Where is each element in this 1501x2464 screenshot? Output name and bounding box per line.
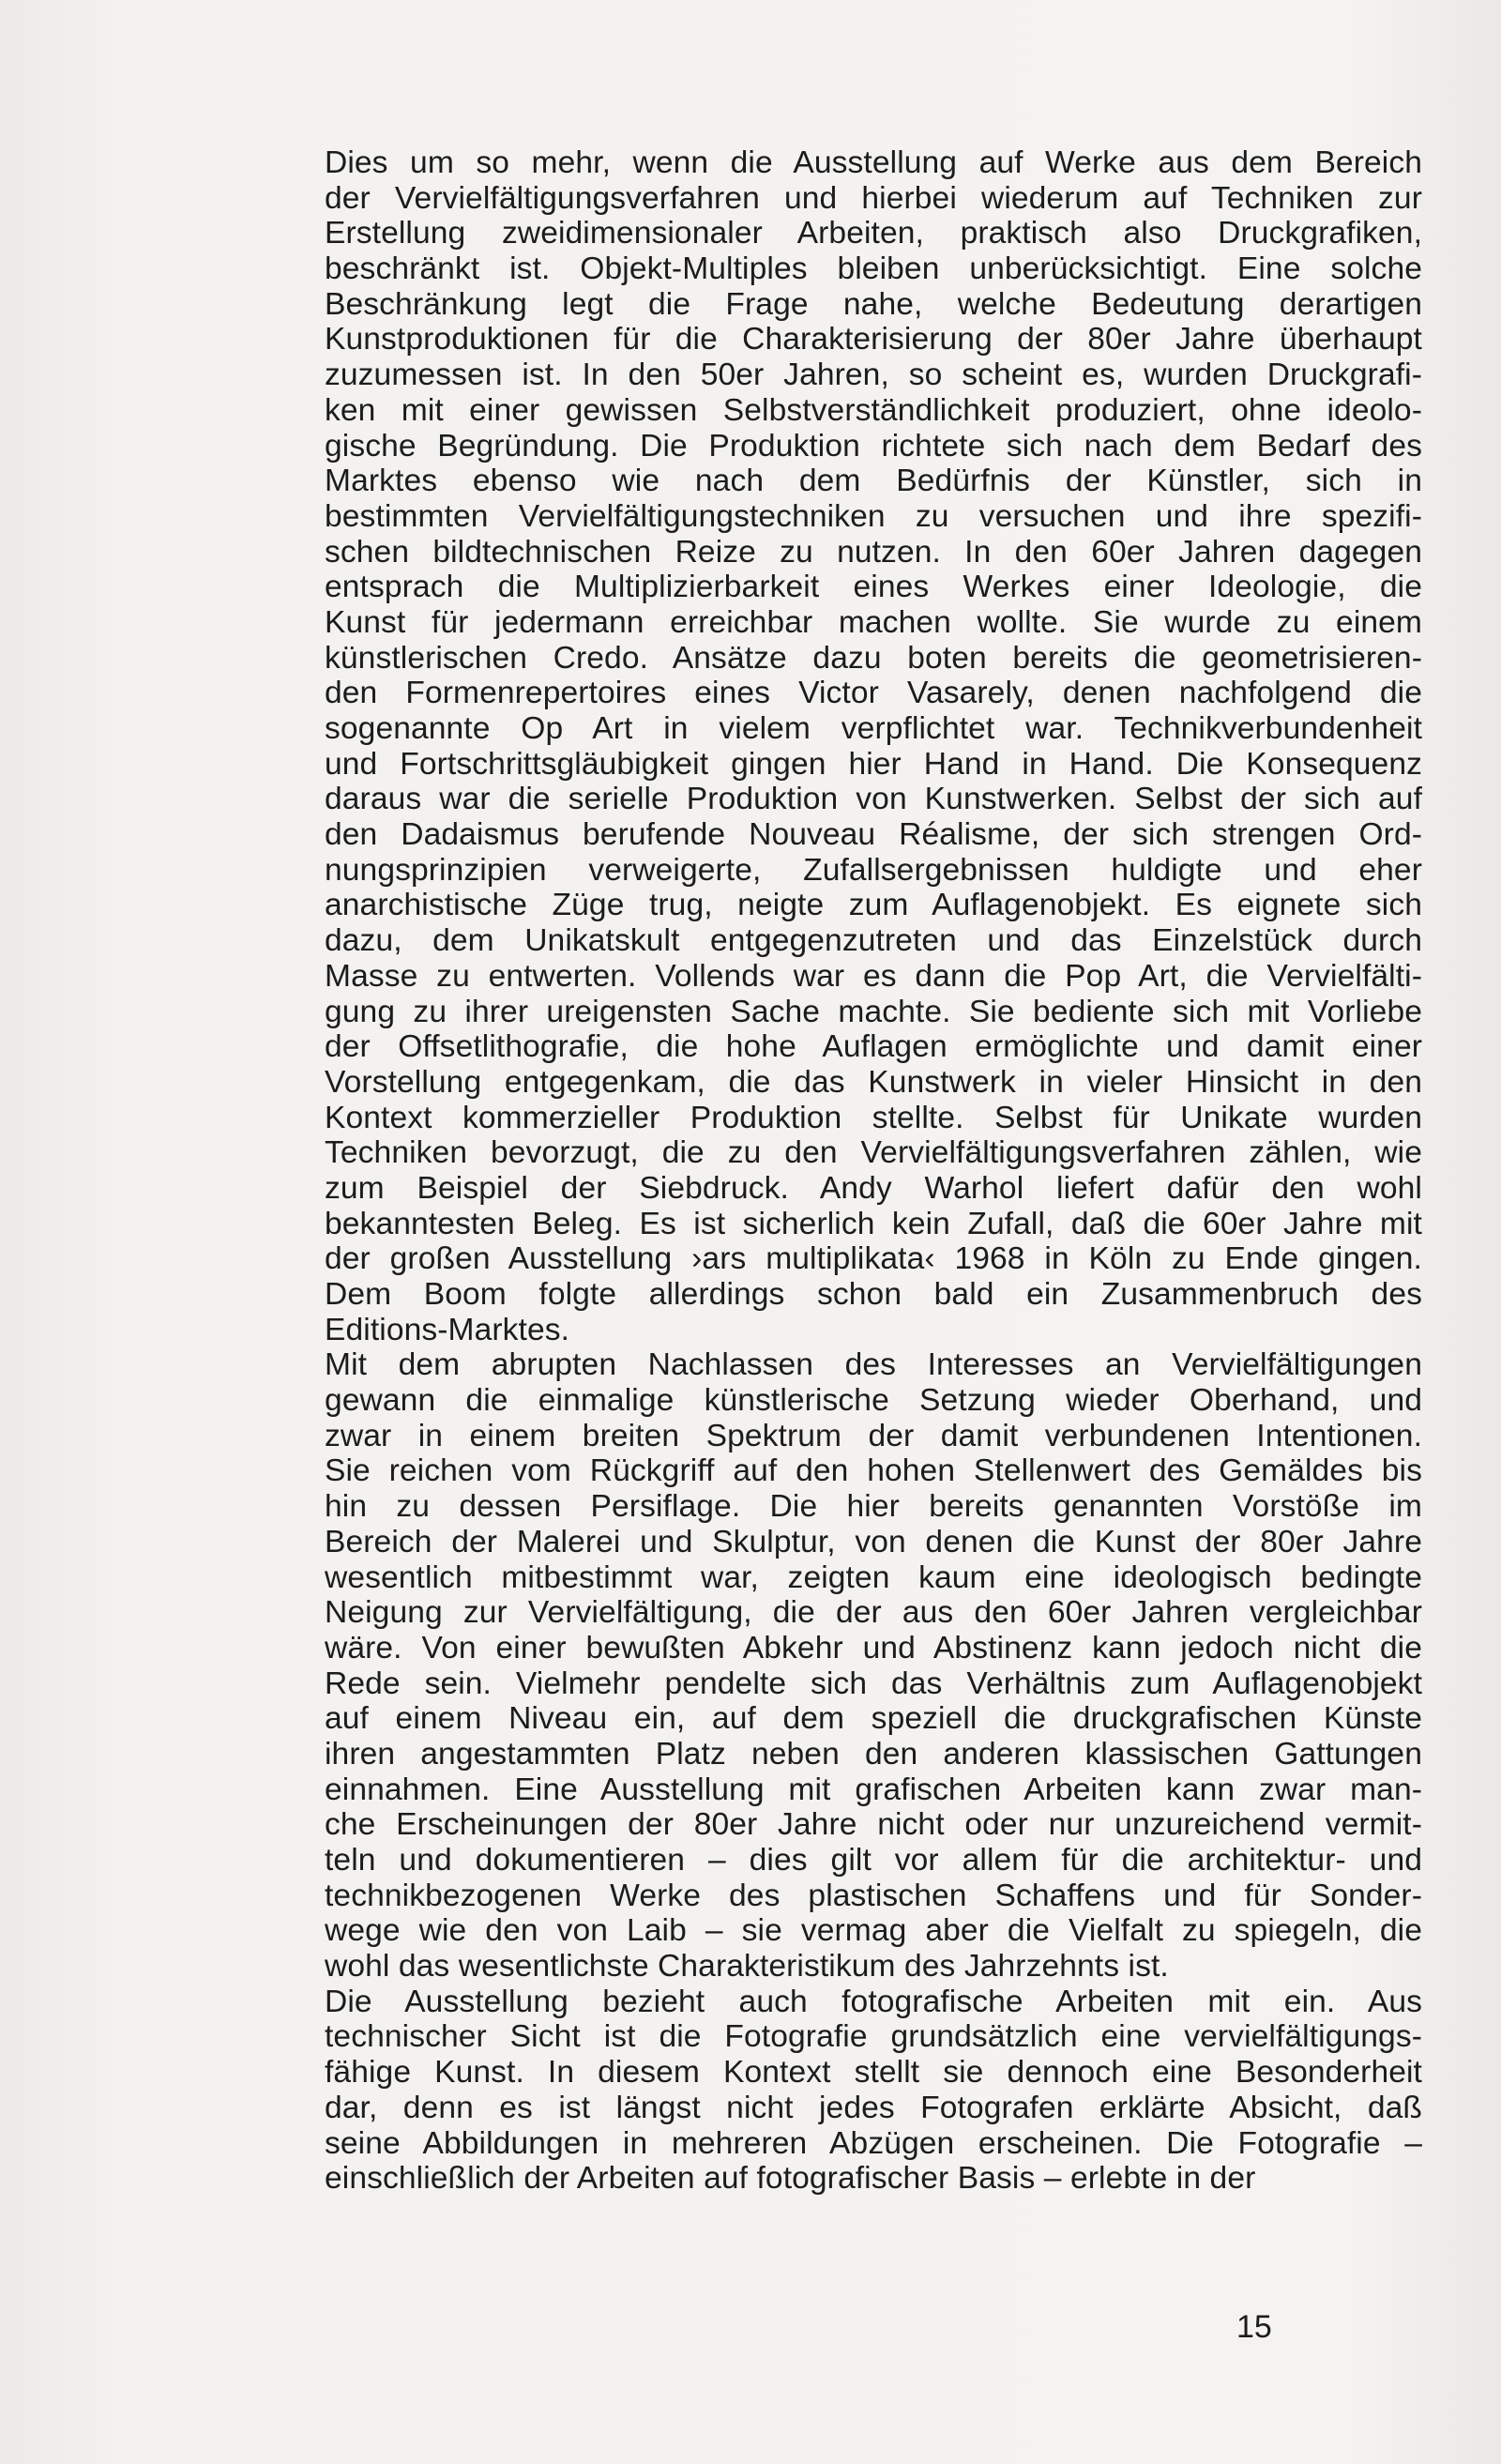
- text-line: der Vervielfältigungsverfahren und hierbei wiederum auf Techniken zur: [325, 180, 1422, 216]
- text-line: Dem Boom folgte allerdings schon bald ein Zusammenbruch des: [325, 1277, 1422, 1312]
- text-line: wesentlich mitbestimmt war, zeigten kaum eine ideologisch bedingte: [325, 1559, 1422, 1595]
- text-line: entsprach die Multiplizierbarkeit eines Werkes einer Ideologie, die: [325, 570, 1422, 605]
- text-line: zum Beispiel der Siebdruck. Andy Warhol liefert dafür den wohl: [325, 1170, 1422, 1206]
- text-line: Sie reichen vom Rückgriff auf den hohen Stellenwert des Gemäldes bis: [325, 1453, 1422, 1489]
- body-text: [325, 145, 1422, 2197]
- text-line: ken mit einer gewissen Selbstverständlichkeit produziert, ohne ideolo-: [325, 392, 1422, 428]
- text-line: fähige Kunst. In diesem Kontext stellt sie dennoch eine Besonderheit: [325, 2055, 1422, 2091]
- text-line: Kontext kommerzieller Produktion stellte. Selbst für Unikate wurden: [325, 1100, 1422, 1135]
- text-line: künstlerischen Credo. Ansätze dazu boten bereits die geometrisieren-: [325, 640, 1422, 676]
- text-line: daraus war die serielle Produktion von Kunstwerken. Selbst der sich auf: [325, 782, 1422, 817]
- text-line: Marktes ebenso wie nach dem Bedürfnis der Künstler, sich in: [325, 464, 1422, 499]
- text-line: wohl das wesentlichste Charakteristikum des Jahrzehnts ist.: [325, 1949, 1169, 1985]
- text-line: technikbezogenen Werke des plastischen Schaffens und für Sonder-: [325, 1878, 1422, 1913]
- text-line: Kunst für jedermann erreichbar machen wollte. Sie wurde zu einem: [325, 604, 1422, 640]
- text-line: einschließlich der Arbeiten auf fotografischer Basis – erlebte in der: [325, 2161, 1256, 2197]
- text-line: Masse zu entwerten. Vollends war es dann die Pop Art, die Vervielfälti-: [325, 958, 1422, 994]
- text-line: der großen Ausstellung ›ars multiplikata‹ 1968 in Köln zu Ende gingen.: [325, 1241, 1422, 1277]
- text-line: Rede sein. Vielmehr pendelte sich das Verhältnis zum Auflagenobjekt: [325, 1665, 1422, 1701]
- text-line: nungsprinzipien verweigerte, Zufallsergebnissen huldigte und eher: [325, 852, 1422, 888]
- text-line: Neigung zur Vervielfältigung, die der aus den 60er Jahren vergleichbar: [325, 1595, 1422, 1631]
- text-line: gewann die einmalige künstlerische Setzung wieder Oberhand, und: [325, 1383, 1422, 1419]
- text-line: Vorstellung entgegenkam, die das Kunstwerk in vieler Hinsicht in den: [325, 1064, 1422, 1100]
- text-line: einnahmen. Eine Ausstellung mit grafischen Arbeiten kann zwar man-: [325, 1772, 1422, 1807]
- text-line: der Offsetlithografie, die hohe Auflagen ermöglichte und damit einer: [325, 1029, 1422, 1065]
- paragraph-3: [325, 1985, 1422, 2197]
- text-line: technischer Sicht ist die Fotografie grundsätzlich eine vervielfältigungs-: [325, 2019, 1422, 2055]
- text-line: Kunstproduktionen für die Charakterisierung der 80er Jahre überhaupt: [325, 322, 1422, 357]
- paragraph-2: [325, 1347, 1422, 1984]
- text-line: zuzumessen ist. In den 50er Jahren, so scheint es, wurden Druckgrafi-: [325, 357, 1422, 393]
- text-line: gung zu ihrer ureigensten Sache machte. Sie bediente sich mit Vorliebe: [325, 994, 1422, 1029]
- text-line: wäre. Von einer bewußten Abkehr und Abstinenz kann jedoch nicht die: [325, 1630, 1422, 1665]
- text-line: Die Ausstellung bezieht auch fotografische Arbeiten mit ein. Aus: [325, 1984, 1422, 2019]
- text-line: ihren angestammten Platz neben den anderen klassischen Gattungen: [325, 1736, 1422, 1772]
- text-line: bestimmten Vervielfältigungstechniken zu versuchen und ihre spezifi-: [325, 498, 1422, 534]
- text-line: dar, denn es ist längst nicht jedes Fotografen erklärte Absicht, daß: [325, 2090, 1422, 2125]
- text-line: auf einem Niveau ein, auf dem speziell die druckgrafischen Künste: [325, 1701, 1422, 1737]
- text-line: seine Abbildungen in mehreren Abzügen erscheinen. Die Fotografie –: [325, 2125, 1422, 2161]
- text-line: Editions-Marktes.: [325, 1312, 570, 1347]
- text-line: zwar in einem breiten Spektrum der damit verbundenen Intentionen.: [325, 1418, 1422, 1453]
- text-line: sogenannte Op Art in vielem verpflichtet war. Technikverbundenheit: [325, 711, 1422, 746]
- text-line: den Dadaismus berufende Nouveau Réalisme, der sich strengen Ord-: [325, 817, 1422, 853]
- text-line: Techniken bevorzugt, die zu den Vervielfältigungsverfahren zählen, wie: [325, 1135, 1422, 1171]
- page-number: 15: [1236, 2309, 1272, 2345]
- text-line: teln und dokumentieren – dies gilt vor allem für die architektur- und: [325, 1843, 1422, 1878]
- text-line: dazu, dem Unikatskult entgegenzutreten und das Einzelstück durch: [325, 923, 1422, 959]
- text-line: gische Begründung. Die Produktion richtete sich nach dem Bedarf des: [325, 428, 1422, 464]
- text-line: bekanntesten Beleg. Es ist sicherlich kein Zufall, daß die 60er Jahre mit: [325, 1206, 1422, 1241]
- text-line: che Erscheinungen der 80er Jahre nicht oder nur unzureichend vermit-: [325, 1807, 1422, 1843]
- text-line: wege wie den von Laib – sie vermag aber die Vielfalt zu spiegeln, die: [325, 1913, 1422, 1949]
- text-line: Dies um so mehr, wenn die Ausstellung auf Werke aus dem Bereich: [325, 145, 1422, 180]
- text-line: schen bildtechnischen Reize zu nutzen. In den 60er Jahren dagegen: [325, 534, 1422, 570]
- text-line: und Fortschrittsgläubigkeit gingen hier Hand in Hand. Die Konsequenz: [325, 746, 1422, 782]
- text-line: anarchistische Züge trug, neigte zum Auflagenobjekt. Es eignete sich: [325, 888, 1422, 923]
- text-line: hin zu dessen Persiflage. Die hier bereits genannten Vorstöße im: [325, 1489, 1422, 1525]
- text-line: Bereich der Malerei und Skulptur, von denen die Kunst der 80er Jahre: [325, 1524, 1422, 1559]
- text-line: beschränkt ist. Objekt-Multiples bleiben unberücksichtigt. Eine solche: [325, 251, 1422, 287]
- paragraph-1: [325, 145, 1422, 1347]
- text-line: Mit dem abrupten Nachlassen des Interesses an Vervielfältigungen: [325, 1347, 1422, 1383]
- text-line: Erstellung zweidimensionaler Arbeiten, praktisch also Druckgrafiken,: [325, 216, 1422, 251]
- text-line: Beschränkung legt die Frage nahe, welche Bedeutung derartigen: [325, 286, 1422, 322]
- text-line: den Formenrepertoires eines Victor Vasarely, denen nachfolgend die: [325, 676, 1422, 711]
